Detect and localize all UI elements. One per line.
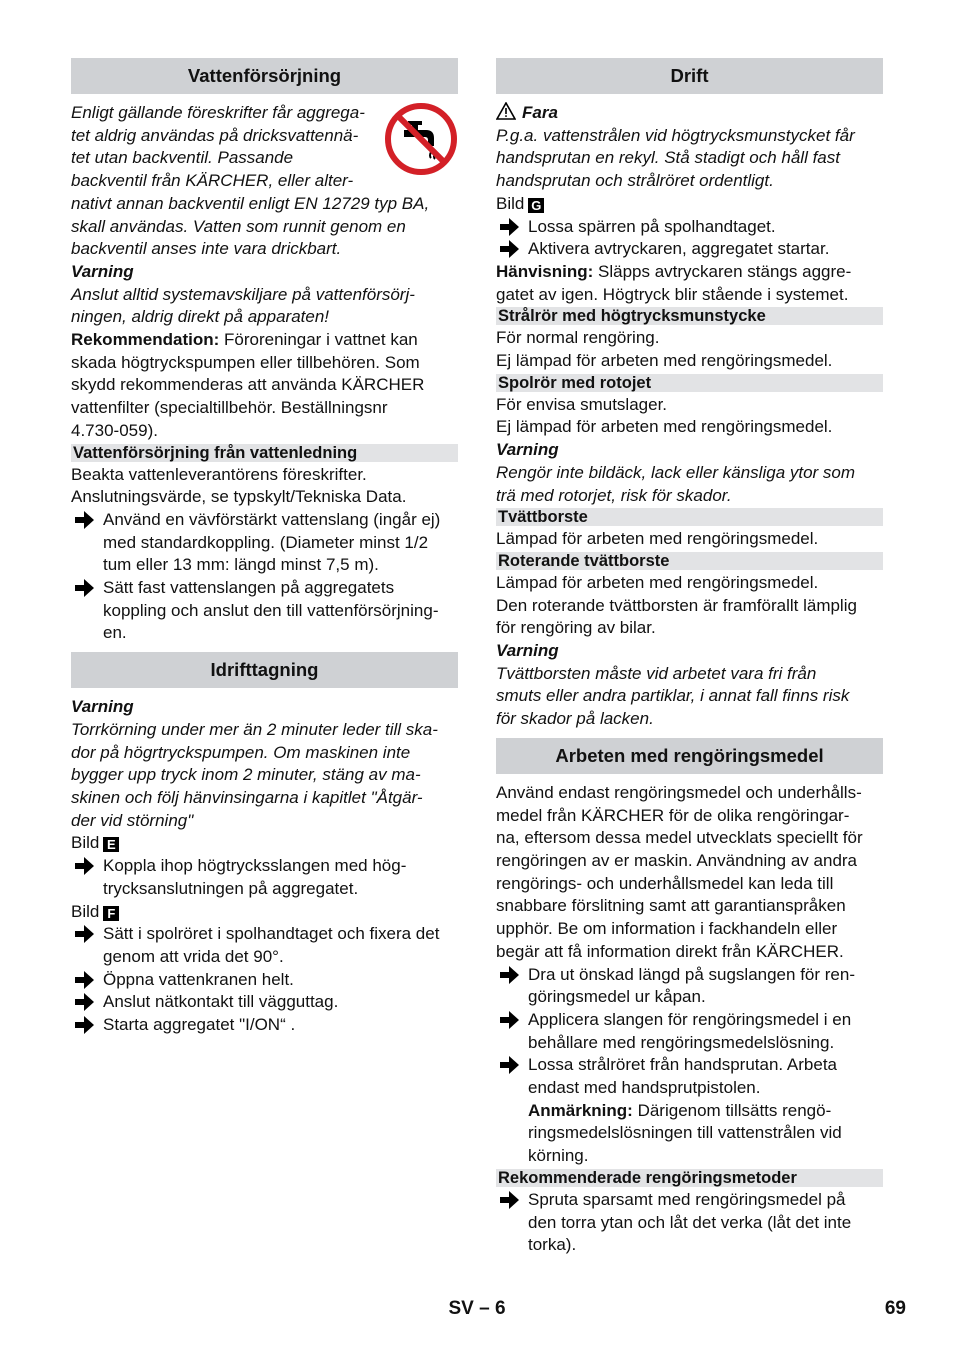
- varning-text: smuts eller andra partiklar, i annat fall finns risk: [496, 686, 850, 706]
- recommendation-paragraph: [71, 329, 458, 352]
- step-line: behållare med rengöringsmedelslösning.: [528, 1032, 835, 1052]
- body-text: Beakta vattenleverantörens föreskrifter.: [71, 464, 367, 484]
- varning-text: Tvättborsten måste vid arbetet vara fri från: [496, 663, 817, 683]
- body-text: begär att få information direkt från KÄRCHER.: [496, 941, 844, 961]
- recommendation-text: 4.730-059).: [71, 420, 158, 440]
- intro-line: Enligt gällande föreskrifter får aggrega-: [71, 103, 365, 122]
- step-line: Öppna vattenkranen helt.: [103, 969, 294, 989]
- subsection-header-rotojet: Spolrör med rotojet: [496, 374, 883, 392]
- body-text: Använd endast rengöringsmedel och underhålls-: [496, 782, 862, 802]
- figure-tag-f: F: [103, 906, 119, 921]
- fara-text: handsprutan en rekyl. Stå stadigt och håll fast: [496, 148, 840, 168]
- remark-text: körning.: [528, 1146, 589, 1166]
- body-text: Ej lämpad för arbeten med rengöringsmedel.: [496, 351, 833, 371]
- step-line: Sätt fast vattenslangen på aggregatets: [103, 578, 395, 598]
- step-line: den torra ytan och låt det verka (låt det inte: [528, 1212, 852, 1232]
- arrow-right-icon: [73, 1014, 95, 1036]
- body-text: medel från KÄRCHER för de olika rengöringar-: [496, 805, 850, 825]
- arrow-right-icon: [73, 855, 95, 877]
- arrow-right-icon: [73, 923, 95, 945]
- arrow-right-icon: [498, 1189, 520, 1211]
- figure-tag-g: G: [528, 198, 544, 213]
- step-line: Koppla ihop högtrycksslangen med hög-: [103, 856, 407, 876]
- arrow-right-icon: [498, 238, 520, 260]
- varning-text: för skador på lacken.: [496, 709, 654, 729]
- intro-line: backventil anses inte vara drickbart.: [71, 239, 342, 259]
- step-item: [71, 509, 458, 577]
- step-line: Starta aggregatet "I/ON“ .: [103, 1015, 296, 1035]
- body-text: För normal rengöring.: [496, 328, 660, 348]
- arrow-right-icon: [73, 509, 95, 531]
- step-line: tum eller 13 mm: längd minst 7,5 m).: [103, 555, 379, 575]
- section-header-drift: Drift: [496, 58, 883, 94]
- varning-label: Varning: [496, 641, 559, 661]
- intro-line: skall användas. Vatten som runnit genom en: [71, 216, 406, 236]
- varning-label: Varning: [71, 261, 134, 281]
- body-text: För envisa smutslager.: [496, 394, 668, 414]
- step-line: Anslut nätkontakt till vägguttag.: [103, 992, 339, 1012]
- body-text: Ej lämpad för arbeten med rengöringsmedel.: [496, 417, 833, 437]
- intro-line: nativt annan backventil enligt EN 12729 typ BA,: [71, 193, 430, 213]
- figure-reference: [71, 901, 458, 924]
- section-header-rengoringsmedel: Arbeten med rengöringsmedel: [496, 738, 883, 774]
- varning-text: der vid störning": [71, 810, 194, 830]
- varning-text: trä med rotorjet, risk för skador.: [496, 485, 732, 505]
- body-text: Den roterande tvättborsten är framförallt lämplig: [496, 595, 857, 615]
- step-item: [496, 216, 883, 239]
- figure-reference: [71, 832, 458, 855]
- step-line: Sätt i spolröret i spolhandtaget och fixera det: [103, 924, 440, 944]
- step-line: torka).: [528, 1235, 577, 1255]
- recommendation-text: vattenfilter (specialtillbehör. Beställningsnr: [71, 398, 388, 418]
- step-line: trycksanslutningen på aggregatet.: [103, 878, 359, 898]
- footer-section-label: SV – 6: [448, 1298, 506, 1319]
- body-text: snabbare förslitning samt att garantianspråken: [496, 896, 846, 916]
- varning-text: Torrkörning under mer än 2 minuter leder till ska-: [71, 719, 438, 739]
- remark-text: ringsmedelslösningen till vattenstrålen vid: [528, 1123, 842, 1143]
- step-line: Dra ut önskad längd på sugslangen för ren-: [528, 964, 855, 984]
- figure-reference: [496, 193, 883, 216]
- body-text: upphör. Be om information i fackhandeln eller: [496, 919, 838, 939]
- step-item: [71, 577, 458, 645]
- note-text: gatet av igen. Högtryck blir stående i systemet.: [496, 284, 849, 304]
- step-line: Använd en vävförstärkt vattenslang (ingår ej): [103, 509, 441, 529]
- step-line: Applicera slangen för rengöringsmedel i en: [528, 1009, 852, 1029]
- body-text: för rengöring av bilar.: [496, 618, 656, 638]
- fara-label: Fara: [522, 103, 558, 122]
- step-line: Lossa strålröret från handsprutan. Arbeta: [528, 1055, 838, 1075]
- varning-text: skinen och följ hänvinsingarna i kapitlet "Åtgär-: [71, 787, 423, 807]
- step-line: Aktivera avtryckaren, aggregatet startar.: [528, 239, 830, 259]
- figure-label: Bild: [496, 193, 525, 213]
- figure-label: Bild: [71, 901, 100, 921]
- varning-label: Varning: [496, 440, 559, 460]
- step-item: [496, 238, 883, 261]
- varning-text: Rengör inte bildäck, lack eller känsliga ytor som: [496, 462, 856, 482]
- varning-text: ningen, aldrig direkt på apparaten!: [71, 307, 330, 327]
- step-item: [496, 1009, 883, 1054]
- note-paragraph: [496, 261, 883, 284]
- intro-line: backventil från KÄRCHER, eller alter-: [71, 171, 354, 191]
- no-drinking-water-icon: [384, 102, 458, 176]
- subsection-header-rekommenderade-metoder: Rekommenderade rengöringsmetoder: [496, 1169, 883, 1187]
- warning-triangle-icon: [496, 102, 516, 120]
- step-line: med standardkoppling. (Diameter minst 1/2: [103, 532, 429, 552]
- step-item: [71, 923, 458, 968]
- step-item: [496, 1189, 883, 1257]
- step-line: göringsmedel ur kåpan.: [528, 987, 706, 1007]
- recommendation-text: skydd rekommenderas att använda KÄRCHER: [71, 375, 425, 395]
- note-text: Släpps avtryckaren stängs aggre-: [593, 261, 852, 281]
- arrow-right-icon: [498, 964, 520, 986]
- intro-line: tet utan backventil. Passande: [71, 148, 294, 168]
- page-number: 69: [884, 1298, 906, 1319]
- step-line: Spruta sparsamt med rengöringsmedel på: [528, 1189, 846, 1209]
- arrow-right-icon: [73, 991, 95, 1013]
- step-item: [71, 991, 458, 1014]
- remark-text: Därigenom tillsätts rengö-: [632, 1100, 832, 1120]
- recommendation-text: skada högtryckspumpen eller tillbehören. Som: [71, 352, 420, 372]
- fara-text: P.g.a. vattenstrålen vid högtrycksmunstycket får: [496, 125, 855, 145]
- subsection-header-vattenledning: Vattenförsörjning från vattenledning: [71, 444, 458, 462]
- arrow-right-icon: [498, 1054, 520, 1076]
- arrow-right-icon: [73, 969, 95, 991]
- note-label: Hänvisning:: [496, 261, 594, 281]
- varning-label: Varning: [71, 697, 134, 717]
- step-line: en.: [103, 623, 127, 643]
- step-item: [496, 964, 883, 1009]
- left-column: [71, 58, 458, 1037]
- subsection-header-tvattborste: Tvättborste: [496, 508, 883, 526]
- varning-text: bygger upp tryck inom 2 minuter, stäng av ma-: [71, 765, 421, 785]
- body-text: na, eftersom dessa medel utvecklats speciellt för: [496, 828, 863, 848]
- section-header-idrifttagning: Idrifttagning: [71, 652, 458, 688]
- step-line: Lossa spärren på spolhandtaget.: [528, 216, 776, 236]
- step-line: genom att vrida det 90°.: [103, 946, 284, 966]
- step-line: koppling och anslut den till vattenförsörjning-: [103, 600, 439, 620]
- recommendation-label: Rekommendation:: [71, 330, 220, 350]
- step-item: [496, 1054, 883, 1168]
- fara-text: handsprutan och strålröret ordentligt.: [496, 171, 774, 191]
- step-line: endast med handsprutpistolen.: [528, 1078, 761, 1098]
- figure-label: Bild: [71, 833, 100, 853]
- step-item: [71, 969, 458, 992]
- recommendation-text: Föroreningar i vattnet kan: [219, 330, 418, 350]
- step-item: [71, 855, 458, 900]
- body-text: Lämpad för arbeten med rengöringsmedel.: [496, 529, 819, 549]
- body-text: rengörings- och underhållsmedel kan leda till: [496, 873, 834, 893]
- remark-label: Anmärkning:: [528, 1100, 633, 1120]
- subsection-header-roterande-tvattborste: Roterande tvättborste: [496, 552, 883, 570]
- remark-paragraph: [528, 1100, 883, 1123]
- varning-text: dor på högrtryckspumpen. Om maskinen inte: [71, 742, 411, 762]
- intro-line: tet aldrig användas på dricksvattennä-: [71, 125, 359, 145]
- arrow-right-icon: [498, 1009, 520, 1031]
- step-item: [71, 1014, 458, 1037]
- body-text: Lämpad för arbeten med rengöringsmedel.: [496, 572, 819, 592]
- right-column: [496, 58, 883, 1257]
- body-text: rengöringen av er maskin. Användning av andra: [496, 850, 858, 870]
- body-text: Anslutningsvärde, se typskylt/Tekniska Data.: [71, 487, 407, 507]
- section-header-vattenforsorjning: Vattenförsörjning: [71, 58, 458, 94]
- arrow-right-icon: [498, 216, 520, 238]
- fara-heading: [496, 102, 883, 125]
- varning-text: Anslut alltid systemavskiljare på vattenförsörj-: [71, 284, 415, 304]
- figure-tag-e: E: [103, 837, 119, 852]
- arrow-right-icon: [73, 577, 95, 599]
- subsection-header-stralror: Strålrör med högtrycksmunstycke: [496, 307, 883, 325]
